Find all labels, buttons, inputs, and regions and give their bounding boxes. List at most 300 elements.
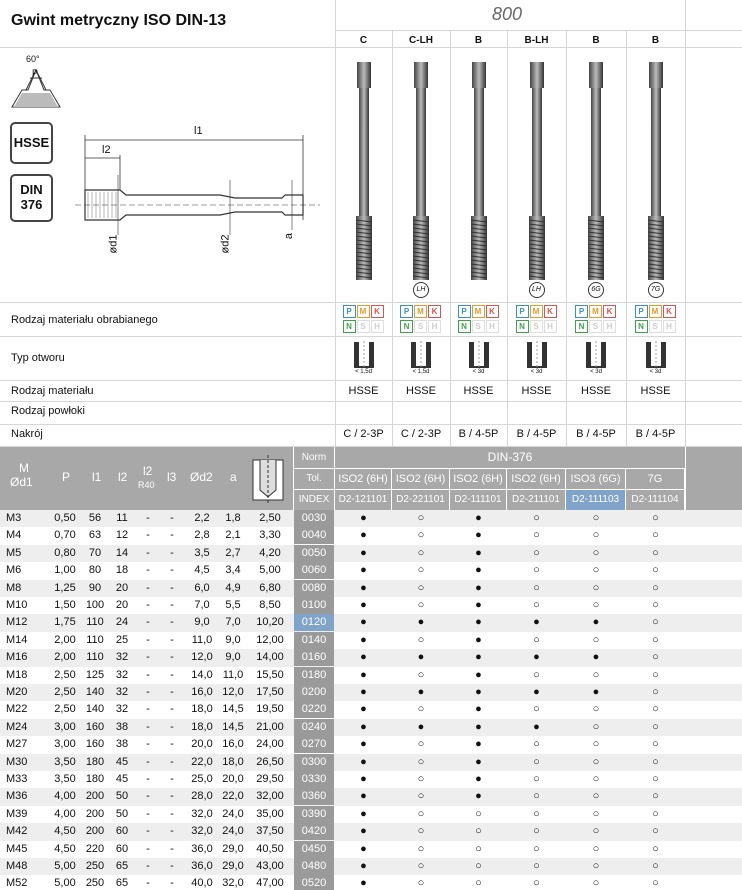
material-group-letter: H (486, 320, 499, 333)
index-code: 0420 (294, 823, 334, 840)
material-group-letter: N (575, 320, 588, 333)
availability-mark: ● (475, 599, 482, 611)
availability-mark: ○ (533, 529, 540, 542)
cell-a: 18,0 (222, 755, 244, 768)
tolerance-icon: LH (529, 282, 545, 298)
column-form-label: C-LH (409, 35, 433, 46)
material-badge: HSSE (10, 122, 53, 164)
cell-l2r: - (146, 860, 150, 872)
availability-mark: ○ (592, 546, 600, 559)
availability-mark: ○ (592, 529, 600, 542)
availability-mark: ○ (533, 668, 540, 681)
cell-dr: 4,20 (259, 546, 281, 559)
th-d2: Ød2 (190, 470, 213, 484)
column-form-label: B (592, 35, 600, 46)
cell-l3: - (170, 860, 174, 872)
availability-mark: ● (475, 686, 482, 698)
availability-mark: ● (360, 755, 367, 768)
cell-a: 22,0 (222, 790, 244, 803)
index-cell: D2-221101 (392, 490, 449, 510)
cell-p: 2,00 (54, 651, 76, 664)
cell-m: M6 (6, 564, 22, 577)
availability-mark: ○ (652, 755, 659, 768)
availability-mark: ○ (475, 877, 482, 890)
availability-mark: ○ (652, 825, 659, 838)
availability-mark: ● (360, 668, 367, 681)
cell-l2: 12 (115, 529, 129, 542)
th-index: INDEX (294, 490, 334, 510)
availability-mark: ○ (592, 842, 600, 855)
tolerance-cell: ISO2 (6H) (450, 469, 506, 489)
availability-mark: ○ (652, 546, 659, 559)
table-row[interactable] (0, 597, 742, 614)
material-group-letter: N (458, 320, 471, 333)
availability-mark: ● (360, 599, 367, 611)
material-group-letter: K (544, 305, 557, 318)
cell-l1: 250 (85, 860, 105, 872)
tolerance-icon: 7G (648, 282, 664, 298)
availability-mark: ● (475, 790, 482, 803)
availability-mark: ○ (592, 668, 600, 681)
availability-mark: ○ (533, 633, 540, 646)
table-row[interactable] (0, 684, 742, 701)
cell-l2: 32 (115, 703, 129, 716)
material-group-letter: M (589, 305, 602, 318)
cell-p: 1,75 (54, 616, 76, 629)
series-code: 800 (491, 4, 523, 24)
th-m: M (19, 461, 29, 475)
cell-l3: - (170, 668, 174, 681)
cell-dr: 47,00 (256, 877, 284, 890)
column-form-label: C (359, 35, 368, 46)
availability-mark: ● (417, 720, 425, 733)
index-code: 0240 (294, 719, 334, 736)
cell-d2: 25,0 (191, 773, 213, 785)
hole-type-icon (585, 341, 607, 369)
cell-dr: 15,50 (256, 668, 284, 681)
availability-mark: ● (360, 564, 367, 577)
cell-dr: 12,00 (256, 633, 284, 646)
cell-l2: 20 (115, 581, 129, 594)
availability-mark: ● (475, 703, 482, 716)
cell-l2: 38 (115, 738, 129, 751)
availability-mark: ○ (533, 564, 540, 577)
availability-mark: ● (475, 512, 482, 524)
index-cell: D2-111104 (626, 490, 684, 510)
availability-mark: ○ (417, 703, 425, 716)
cell-d2: 11,0 (191, 633, 213, 646)
material-group-letter: N (343, 320, 356, 333)
cell-l2r: - (146, 755, 150, 768)
availability-mark: ○ (652, 703, 659, 716)
cell-p: 4,00 (54, 790, 76, 803)
cell-d2: 14,0 (191, 668, 213, 681)
index-code: 0160 (294, 649, 334, 666)
table-row[interactable] (0, 771, 742, 788)
availability-mark: ○ (475, 860, 482, 872)
cell-p: 4,00 (54, 807, 76, 820)
availability-mark: ○ (533, 842, 540, 855)
cell-l2r: - (146, 686, 150, 698)
tolerance-cell: ISO2 (6H) (392, 469, 449, 489)
availability-mark: ○ (592, 825, 600, 838)
hole-type-icon (468, 341, 490, 369)
th-l3: l3 (167, 470, 177, 484)
dim-d1: ød1 (107, 234, 120, 254)
cell-l1: 200 (85, 790, 105, 803)
chamfer-value: B / 4-5P (516, 428, 557, 440)
cell-l2: 32 (115, 686, 129, 698)
cell-l3: - (170, 686, 174, 698)
availability-mark: ○ (652, 842, 659, 855)
availability-mark: ○ (652, 720, 659, 733)
cell-d2: 7,0 (194, 599, 210, 611)
index-cell: D2-111101 (450, 490, 506, 510)
availability-mark: ○ (652, 738, 659, 751)
tap-image (468, 60, 490, 285)
cell-l2: 32 (115, 651, 129, 664)
table-row[interactable] (0, 754, 742, 771)
cell-l2r: - (146, 512, 150, 524)
table-row[interactable] (0, 719, 742, 736)
table-row[interactable] (0, 736, 742, 753)
availability-mark: ○ (533, 755, 540, 768)
cell-dr: 32,00 (256, 790, 284, 803)
cell-l3: - (170, 529, 174, 542)
cell-p: 0,80 (54, 546, 76, 559)
cell-dr: 26,50 (256, 755, 284, 768)
availability-mark: ● (475, 529, 482, 542)
cell-a: 12,0 (222, 686, 244, 698)
availability-mark: ○ (533, 738, 540, 751)
cell-m: M20 (6, 686, 28, 698)
cell-d2: 36,0 (191, 860, 213, 872)
th-p: P (62, 470, 71, 484)
availability-mark: ● (360, 773, 367, 785)
cell-m: M16 (6, 651, 28, 664)
cell-l3: - (170, 581, 174, 594)
cell-p: 3,50 (54, 773, 76, 785)
cell-p: 1,00 (54, 564, 76, 577)
availability-mark: ○ (417, 877, 425, 890)
cell-l2: 50 (115, 807, 129, 820)
material-group-letter: P (458, 305, 471, 318)
label-coating: Rodzaj powłoki (11, 405, 85, 417)
table-row[interactable] (0, 875, 742, 890)
thread-angle: 60° (26, 54, 40, 64)
cell-dr: 17,50 (256, 686, 284, 698)
material-group-letter: S (530, 320, 543, 333)
availability-mark: ○ (652, 790, 659, 803)
index-code: 0030 (294, 510, 334, 527)
th-l2: l2 (118, 470, 128, 484)
cell-p: 2,50 (54, 668, 76, 681)
availability-mark: ○ (652, 512, 659, 524)
availability-mark: ● (360, 825, 367, 838)
availability-mark: ● (475, 564, 482, 577)
availability-mark: ○ (652, 686, 659, 698)
din-badge: DIN 376 (10, 174, 53, 222)
material-group-letter: M (649, 305, 662, 318)
table-row[interactable] (0, 667, 742, 684)
availability-mark: ○ (533, 581, 540, 594)
chamfer-value: C / 2-3P (343, 428, 384, 440)
table-row[interactable] (0, 823, 742, 840)
cell-l2: 45 (115, 755, 129, 768)
index-cell: D2-111103 (566, 490, 625, 510)
cell-l1: 200 (85, 825, 105, 838)
cell-l3: - (170, 633, 174, 646)
table-row[interactable] (0, 510, 742, 527)
availability-mark: ● (360, 546, 367, 559)
index-code: 0120 (294, 614, 334, 631)
cell-a: 2,7 (225, 546, 241, 559)
cell-a: 14,5 (222, 703, 244, 716)
column-form-label: B (651, 35, 660, 46)
cell-l1: 63 (88, 529, 102, 542)
availability-mark: ○ (592, 599, 600, 611)
availability-mark: ○ (533, 512, 540, 524)
page-title: Gwint metryczny ISO DIN-13 (11, 12, 227, 29)
availability-mark: ● (360, 842, 367, 855)
cell-l1: 180 (85, 773, 105, 785)
cell-l2r: - (146, 738, 150, 751)
cell-l1: 110 (86, 651, 104, 664)
availability-mark: ○ (533, 825, 540, 838)
thread-pitch: P (32, 68, 39, 78)
availability-mark: ● (360, 686, 367, 698)
cell-d2: 3,5 (194, 546, 210, 559)
table-row[interactable] (0, 614, 742, 631)
dim-l1: l1 (194, 125, 203, 137)
material-group-letter: P (516, 305, 529, 318)
material-group-letter: K (486, 305, 499, 318)
tolerance-icon: LH (413, 282, 429, 298)
availability-mark: ○ (417, 599, 425, 611)
availability-mark: ● (475, 755, 482, 768)
cell-l1: 100 (85, 599, 105, 611)
index-code: 0140 (294, 632, 334, 649)
tolerance-icon: 6G (588, 282, 604, 298)
hole-type-icon (526, 341, 548, 369)
tap-image (353, 60, 375, 285)
availability-mark: ○ (417, 512, 425, 524)
cell-l1: 220 (85, 842, 105, 855)
availability-mark: ○ (417, 825, 425, 838)
cell-m: M30 (6, 755, 28, 768)
hole-depth-label: < 3d (649, 369, 662, 375)
availability-mark: ○ (475, 842, 482, 855)
index-code: 0390 (294, 806, 334, 823)
cell-l1: 90 (88, 581, 102, 594)
availability-mark: ○ (652, 616, 659, 629)
availability-mark: ○ (592, 755, 600, 768)
cell-l2: 18 (115, 564, 129, 577)
cell-l1: 70 (88, 546, 102, 559)
cell-dr: 3,30 (259, 529, 281, 542)
material-group-letter: S (589, 320, 602, 333)
availability-mark: ○ (592, 564, 600, 577)
availability-mark: ● (360, 512, 367, 524)
availability-mark: ● (417, 616, 425, 629)
cell-d2: 2,2 (194, 512, 210, 524)
cell-l1: 250 (85, 877, 105, 890)
availability-mark: ○ (652, 807, 659, 820)
cell-l3: - (170, 842, 174, 855)
cell-l1: 160 (85, 720, 105, 733)
availability-mark: ○ (592, 860, 600, 872)
availability-mark: ○ (475, 807, 482, 820)
availability-mark: ● (475, 738, 482, 751)
cell-a: 2,1 (225, 529, 241, 542)
availability-mark: ○ (592, 581, 600, 594)
table-row[interactable] (0, 545, 742, 562)
cell-l3: - (170, 738, 174, 751)
table-row[interactable] (0, 841, 742, 858)
cell-l3: - (170, 807, 174, 820)
availability-mark: ● (592, 686, 600, 698)
chamfer-value: B / 4-5P (635, 428, 676, 440)
cell-p: 3,00 (54, 738, 76, 751)
cell-l2: 65 (115, 860, 129, 872)
availability-mark: ○ (417, 738, 425, 751)
dim-d2: ød2 (219, 234, 232, 254)
hole-type-icon (410, 341, 432, 369)
availability-mark: ○ (652, 581, 659, 594)
cell-l2: 65 (115, 877, 129, 890)
material-group-letter: S (649, 320, 662, 333)
cell-dr: 14,00 (256, 651, 284, 664)
cell-m: M52 (6, 877, 28, 890)
index-code: 0040 (294, 527, 334, 544)
cell-l1: 125 (85, 668, 105, 681)
index-code: 0220 (294, 701, 334, 718)
availability-mark: ● (533, 686, 540, 698)
table-row[interactable] (0, 527, 742, 544)
availability-mark: ○ (475, 825, 482, 838)
availability-mark: ○ (592, 790, 600, 803)
dim-a: a (283, 232, 296, 240)
cell-d2: 9,0 (194, 616, 210, 629)
cell-a: 29,0 (222, 842, 244, 855)
tap-image (645, 60, 667, 285)
availability-mark: ○ (652, 564, 659, 577)
availability-mark: ○ (592, 807, 600, 820)
th-tol: Tol. (294, 469, 334, 489)
hole-depth-label: < 1,5d (412, 369, 430, 375)
cell-l2: 45 (115, 773, 129, 785)
index-code: 0330 (294, 771, 334, 788)
material-group-letter: P (635, 305, 648, 318)
availability-mark: ● (533, 616, 540, 629)
cell-m: M42 (6, 825, 28, 838)
cell-l1: 110 (86, 633, 104, 646)
cell-l2r: - (146, 599, 150, 611)
cell-l3: - (170, 512, 174, 524)
tolerance-cell: ISO2 (6H) (507, 469, 565, 489)
cell-a: 5,5 (225, 599, 241, 611)
tool-material-value: HSSE (463, 385, 494, 397)
cell-l1: 180 (85, 755, 105, 768)
cell-l2r: - (146, 529, 150, 542)
cell-m: M12 (6, 616, 28, 629)
table-row[interactable] (0, 580, 742, 597)
cell-a: 14,5 (222, 720, 244, 733)
availability-mark: ● (475, 773, 482, 785)
material-group-letter: P (343, 305, 356, 318)
availability-mark: ○ (533, 703, 540, 716)
table-row[interactable] (0, 788, 742, 805)
index-code: 0060 (294, 562, 334, 579)
cell-l3: - (170, 564, 174, 577)
availability-mark: ● (360, 877, 367, 890)
index-code: 0520 (294, 875, 334, 890)
availability-mark: ● (475, 668, 482, 681)
index-code: 0450 (294, 841, 334, 858)
cell-l2: 32 (115, 668, 129, 681)
material-group-letter: M (530, 305, 543, 318)
cell-m: M36 (6, 790, 28, 803)
table-row[interactable] (0, 858, 742, 875)
availability-mark: ○ (417, 807, 425, 820)
tolerance-cell: 7G (626, 469, 684, 489)
cell-l2r: - (146, 720, 150, 733)
cell-m: M14 (6, 633, 28, 646)
cell-m: M8 (6, 581, 22, 594)
table-row[interactable] (0, 562, 742, 579)
material-group-letter: M (414, 305, 427, 318)
cell-l2r: - (146, 546, 150, 559)
cell-l2r: - (146, 807, 150, 820)
tool-material-value: HSSE (521, 385, 552, 397)
cell-d2: 4,5 (194, 564, 210, 577)
cell-d2: 2,8 (194, 529, 210, 542)
cell-a: 20,0 (222, 773, 244, 785)
availability-mark: ● (360, 633, 367, 646)
material-group-letter: K (603, 305, 616, 318)
table-row[interactable] (0, 806, 742, 823)
cell-l1: 140 (85, 686, 105, 698)
tool-material-value: HSSE (640, 385, 671, 397)
hole-type-icon (353, 341, 375, 369)
material-group-letter: N (635, 320, 648, 333)
table-row[interactable] (0, 701, 742, 718)
availability-mark: ● (360, 807, 367, 820)
table-row[interactable] (0, 649, 742, 666)
th-l2r40: l2 (143, 464, 153, 478)
cell-a: 7,0 (225, 616, 241, 629)
availability-mark: ○ (652, 651, 659, 664)
tolerance-cell: ISO3 (6G) (566, 469, 625, 489)
cell-d2: 20,0 (191, 738, 213, 751)
availability-mark: ● (475, 720, 482, 733)
tap-image (585, 60, 607, 285)
availability-mark: ○ (592, 512, 600, 524)
cell-m: M24 (6, 720, 28, 733)
cell-l2r: - (146, 581, 150, 594)
availability-mark: ○ (533, 877, 540, 890)
cell-a: 1,8 (225, 512, 241, 524)
table-row[interactable] (0, 632, 742, 649)
availability-mark: ○ (533, 773, 540, 785)
cell-m: M10 (6, 599, 28, 611)
cell-l3: - (170, 790, 174, 803)
cell-d2: 28,0 (191, 790, 213, 803)
th-din: DIN-376 (335, 447, 685, 468)
cell-dr: 29,50 (256, 773, 284, 785)
cell-dr: 6,80 (259, 581, 281, 594)
material-group-letter: S (414, 320, 427, 333)
